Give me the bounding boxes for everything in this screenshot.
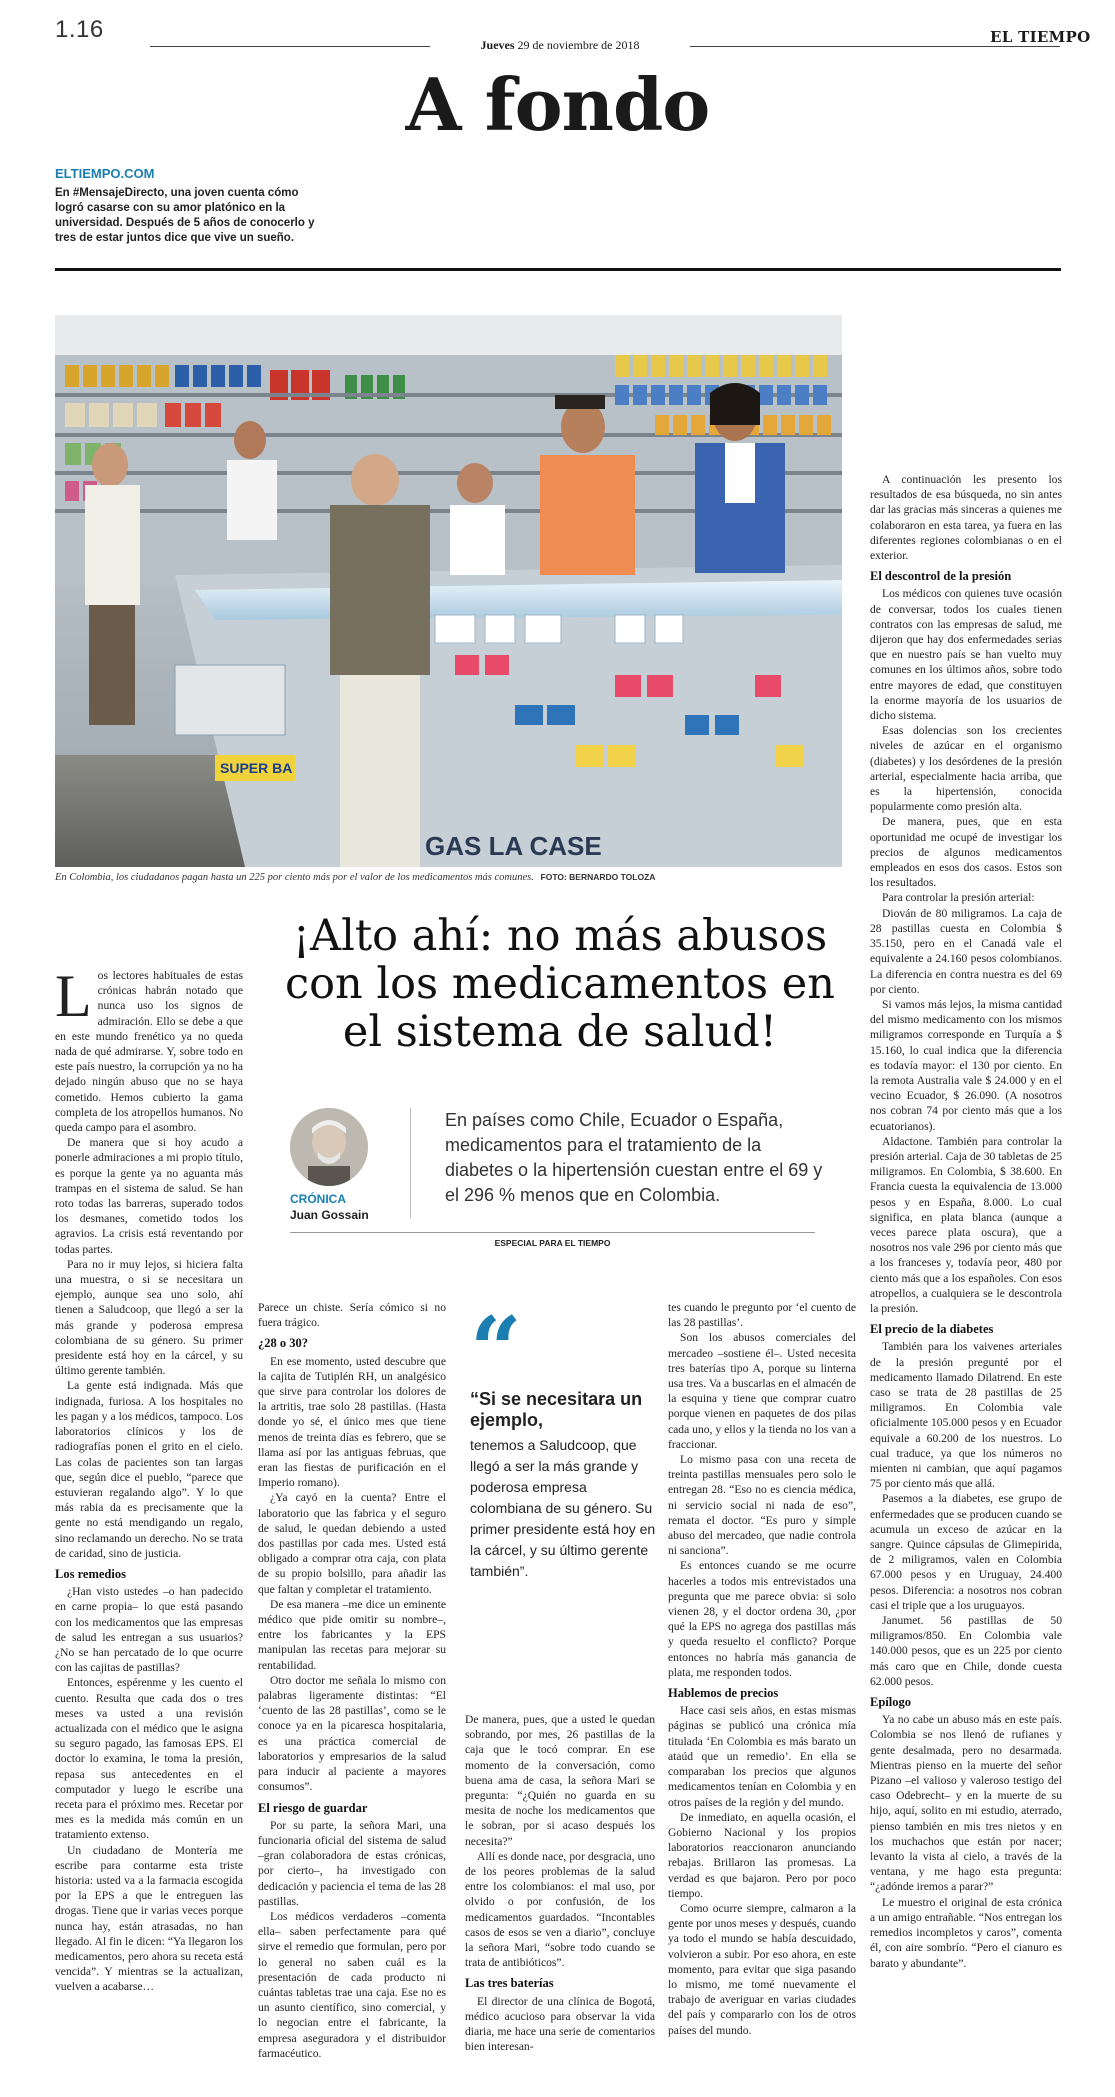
col5-p3: Esas dolencias son los crecientes niveles de azúcar en el organismo (diabetes) y los desórdenes de la presión arterial, especialmente hacia arriba, que es la hipertensión, conocida popularmente como presión alta.	[870, 724, 1062, 814]
col1-p5: ¿Han visto ustedes –o han padecido en carne propia– lo que está pasando con los medicamentos que las empresas de salud les entregan a sus usuarios? ¿No se han percatado de lo que ocurre con las cajitas de pastillas?	[55, 1585, 243, 1675]
subhead-presion: El descontrol de la presión	[870, 569, 1012, 584]
col5-p11: Janumet. 56 pastillas de 50 miligramos/850. En Colombia vale 140.000 pesos, que es un 225 por ciento más caro que en Chile, donde cuesta 62.000 pesos.	[870, 1614, 1062, 1688]
col5-p7: Si vamos más lejos, la misma cantidad del mismo medicamento con los mismos miligramos corresponde en Turquía a $ 15.160, lo cual indica que la diferencia es todavía mayor: el 130 por ciento. En la remota Australia vale $ 24.000 y en el vecino Ecuador, $ 26.090. (A nosotros nos cobran 74 por ciento más que a los ecuatorianos).	[870, 997, 1062, 1133]
col5-p13: Le muestro el original de esta crónica a un amigo entrañable. “Nos entregan los remedios incompletos y caros”, comenta él, con aire sombrío. “Pero el cianuro es barato y abundante”.	[870, 1895, 1062, 1970]
promo-rule	[55, 268, 1061, 271]
col5-p6: Diován de 80 miligramos. La caja de 28 pastillas cuesta en Colombia $ 35.150, pero en el Canadá vale el equivalente a 24.160 pesos colombianos. La diferencia en contra nuestra es del 69 por ciento.	[870, 906, 1062, 996]
col4-p6: De inmediato, en aquella ocasión, el Gobierno Nacional y los propios laboratorios reaccionaron anunciando rebajas. Brillaron las promesas. La verdad es que bajaron. Pero por poco tiempo.	[668, 1810, 856, 1900]
special-credit: ESPECIAL PARA EL TIEMPO	[494, 1238, 611, 1248]
header-date	[420, 38, 700, 53]
counter	[175, 565, 842, 867]
col5-p4: De manera, pues, que en esta oportunidad me ocupé de investigar los precios de algunos medicamentos empleados en esos dos casos. Estos son los resultados.	[870, 815, 1062, 890]
headline: ¡Alto ahí: no más abusos con los medicamentos en el sistema de salud!	[285, 911, 835, 1057]
subhead-baterias: Las tres baterías	[465, 1976, 554, 1991]
col5-p5: Para controlar la presión arterial:	[882, 891, 1035, 905]
subhead-precios: Hablemos de precios	[668, 1686, 779, 1701]
photo-caption	[55, 872, 855, 883]
col1-p6: Entonces, espérenme y les cuento el cuento. Resulta que cada dos o tres meses va usted a una revisión actualizada con el médico que le asigna su seguro pagado, las famosas EPS. El doctor lo examina, le toma la presión, repasa sus antecedentes en el computador y luego le escribe una receta para el próximo mes. Recetar por mes es la medida más común en un tratamiento extenso.	[55, 1676, 243, 1842]
column-2	[258, 1300, 446, 2061]
column-3	[465, 1712, 655, 2054]
column-5	[870, 472, 1062, 1971]
col4-p7: Como ocurre siempre, calmaron a la gente por unos meses y después, cuando ya todo el mundo se había descuidado, volvieron a subir. Por eso ahora, en este momento, para evitar que siga pasando lo mismo, me tomé nuevamente el trabajo de averiguar en varias ciudades del país y compararlo con los de otros países del mundo.	[668, 1901, 856, 2037]
col4-p4: Es entonces cuando se me ocurre hacerles a todos mis entrevistados una pregunta que me parece obvia: si solo vienen 28, y el doctor ordena 30, ¿por qué la EPS no agrega dos pastillas más y queda resuelto el conflicto? Porque entonces no habría más ganancia de plata, me responden todos.	[668, 1559, 856, 1679]
col1-p7: Un ciudadano de Montería me escribe para contarme esta triste historia: usted va a la farmacia escogida por la EPS a que le entreguen las drogas. Tiene que ir varias veces porque nunca hay, están atrasadas, no han llegado. Al fin le dicen: “Ya llegaron los medicamentos, pero ahora su receta está vencida”. Y mientras se la actualizan, vuelven a acabarse…	[55, 1843, 243, 1994]
subhead-riesgo: El riesgo de guardar	[258, 1800, 368, 1815]
date-day: Jueves	[480, 38, 515, 52]
col1-p4: La gente está indignada. Más que indignada, furiosa. A los hospitales no les pagan y a los médicos, tampoco. Los laboratorios clínicos y los de radiografías ponen el grito en el cielo. Las colas de pacientes son tan largas que, según dice el pueblo, “parece que estuvieran regalando algo”. Y lo que más rabia da es precisamente que la gente no está mendigando un regalo, sino reclamando un derecho. No se trata de caridad, sino de justicia.	[55, 1379, 243, 1560]
deck-rule	[290, 1232, 815, 1233]
col5-p9: También para los vaivenes arteriales de la presión pregunté por el medicamento llamado Dilatrend. En este caso se trata de 28 pastillas de 25 miligramos. En Colombia vale oficialmente 105.000 pesos y en Ecuador equivale a 60.200 de los nuestros. Lo cual traduce, ya que los números no mienten ni cambian, que aquí pagamos 75 por ciento más que allá.	[870, 1340, 1062, 1491]
col2-p4: De esa manera –me dice un eminente médico que pide omitir su nombre–, entre los fabricantes y la EPS manipulan las recetas para mejorar su rentabilidad.	[258, 1597, 446, 1672]
col1-p3: Para no ir muy lejos, si hiciera falta una muestra, o si se necesitara un ejemplo, aunque sea uno solo, ahí tienen a Saludcoop, que llegó a ser la más grande y poderosa empresa colombiana de su género. Su primer presidente está hoy en la cárcel, y su último gerente también.	[55, 1257, 243, 1378]
pullquote-rest: tenemos a Saludcoop, que llegó a ser la más grande y poderosa empresa colombiana de su género. Su primer presidente está hoy en la cárcel, y su último gerente también”.	[470, 1437, 656, 1579]
col2-p3: ¿Ya cayó en la cuenta? Entre el laboratorio que las fabrica y el seguro de salud, le quedan debiendo a usted dos pastillas por cada mes. Usted está obligado a comprar otra caja, con plata de su propio bolsillo, para añadir las que faltan y completar el tratamiento.	[258, 1491, 446, 1596]
col3-p3: El director de una clínica de Bogotá, médico acucioso para observar la vida diaria, me hace una serie de comentarios bien interesan-	[465, 1994, 655, 2054]
sign-super: SUPER BA	[220, 760, 293, 776]
column-1	[55, 963, 243, 1995]
quote-mark-icon: “	[470, 1297, 522, 1403]
col5-p12: Ya no cabe un abuso más en este país. Colombia se nos llenó de rufianes y gente desalmada, pero no desarmada. Mientras pienso en la muerte del señor Pizano –el valioso y valeroso testigo del caso Odebrecht– y en la muerte de su hijo, aquí, solito en mi estudio, aterrado, pienso también en mis tres nietos y en los muchachos que están por nacer; levanto la vista al cielo, a través de la ventana, y me hago esta pregunta: “¿adónde iremos a parar?”	[870, 1713, 1062, 1894]
subhead-28-o-30: ¿28 o 30?	[258, 1336, 308, 1351]
pullquote	[470, 1297, 660, 1582]
byline-section: CRÓNICA	[290, 1192, 346, 1206]
dropcap: L	[55, 963, 92, 1029]
author-photo	[290, 1108, 368, 1186]
photo-credit: FOTO: BERNARDO TOLOZA	[540, 872, 656, 882]
promo-text: En #MensajeDirecto, una joven cuenta cómo logró casarse con su amor platónico en la universidad. Después de 5 años de conocerlo y tres de estar juntos dice que vive un sueño.	[55, 187, 315, 244]
promo-site[interactable]: ELTIEMPO.COM	[55, 166, 155, 181]
col4-p3: Lo mismo pasa con una receta de treinta pastillas mensuales pero solo le entregan 28. “Eso no es ciencia médica, ni servicio social ni nada de eso”, remata el doctor. “Es puro y simple abuso del mercadeo, que nadie controla ni sanciona”.	[668, 1453, 856, 1558]
col2-p6: Por su parte, la señora Mari, una funcionaria oficial del sistema de salud –gran colaboradora de estas crónicas, por cierto–, ha investigado con dedicación y paciencia el tema de las 28 pastillas.	[258, 1818, 446, 1908]
column-4	[668, 1300, 856, 2038]
col5-p2: Los médicos con quienes tuve ocasión de conversar, todos los cuales tienen contratos con las empresas de salud, me dijeron que hay dos enfermedades serias que en nuestro país se han vuelto muy comunes en los últimos años, sobre todo entre mayores de edad, que constituyen la enorme mayoría de los usuarios de dicho sistema.	[870, 587, 1062, 723]
subhead-remedios: Los remedios	[55, 1566, 126, 1581]
col3-p1: De manera, pues, que a usted le quedan sobrando, por mes, 26 pastillas de la caja que le tocó comprar. En ese momento de la conversación, como buena ama de casa, la señora Mari se pregunta: “¿Quién no guarda en su mesita de noche los medicamentos que le sobran, por si acaso después los necesita?”	[465, 1713, 655, 1848]
byline-author: Juan Gossain	[290, 1208, 369, 1222]
col1-p2: De manera que si hoy acudo a ponerle admiraciones a mi propio título, es porque la gente ya no aguanta más trampas en el sistema de salud. Se han roto todas las barreras, superado todos los desmanes, cometido todos los agravios. La crisis está reventando por todas partes.	[55, 1136, 243, 1256]
date-rest: 29 de noviembre de 2018	[517, 38, 640, 52]
page-number	[55, 16, 104, 44]
subhead-epilogo: Epílogo	[870, 1695, 911, 1710]
author-portrait	[290, 1108, 368, 1186]
col4-p1: tes cuando le pregunto por ‘el cuento de las 28 pastillas’.	[668, 1301, 856, 1330]
col1-p1: os lectores habituales de estas crónicas habrán notado que nunca uso los signos de admiración. Ello se debe a que en este mundo frenético ya no queda nada de qué admirarse. Y, sobre todo en este país nuestro, la corrupción ya no ha dejado ningún abuso que no se haya cometido. Hemos cubierto la gama completa de los atropellos humanos. No queda campo para el asombro.	[55, 969, 243, 1135]
col5-p1: A continuación les presento los resultados de esa búsqueda, no sin antes dar las gracias más sinceras a quienes me colaboraron en esta tarea, ya fuera en las diferentes regiones colombianas o en el exterior.	[870, 473, 1062, 563]
col5-p8: Aldactone. También para controlar la presión arterial. Caja de 30 tabletas de 25 miligramos. En Colombia, $ 38.600. En Francia cuesta la equivalencia de 13.000 pesos y en España, 8.000. Lo cual significa, en plata blanca (aunque a veces parece plata oscura), que a nosotros nos vale 296 por ciento más que a los franceses y, todavía peor, 480 por ciento más que a los españoles. Con esos atropellos, a cualquiera se le descontrola la presión.	[870, 1134, 1062, 1315]
subhead-diabetes: El precio de la diabetes	[870, 1322, 994, 1337]
masthead: EL TIEMPO	[990, 28, 1091, 46]
pullquote-lead: “Si se necesitara un ejemplo,	[470, 1389, 643, 1430]
header-rule-left	[150, 46, 430, 47]
pharmacy-photo	[55, 315, 842, 867]
sign-gas: GAS LA CASE	[425, 831, 602, 861]
deck: En países como Chile, Ecuador o España, medicamentos para el tratamiento de la diabetes o la hipertensión cuestan entre el 69 y el 296 % menos que en Colombia.	[445, 1110, 823, 1205]
col2-p5: Otro doctor me señala lo mismo con palabras ligeramente distintas: “El ‘cuento de las 28 pastillas’, como se le conoce ya en la picaresca hospitalaria, es una práctica comercial de laboratorios y empresarios de la salud para inducir al paciente a mayores consumos”.	[258, 1673, 446, 1794]
col4-p5: Hace casi seis años, en estas mismas páginas se publicó una crónica mía titulada ‘En Colombia es más barato un ataúd que un remedio’. En ella se comparaban los precios que algunos medicamentos tenían en Colombia y en otros países de la región y del mundo.	[668, 1704, 856, 1809]
section-title: A fondo	[405, 62, 710, 147]
col3-p2: Allí es donde nace, por desgracia, uno de los peores problemas de la salud entre los colombianos: el mal uso, por olvido o por confusión, de los medicamentos guardados. “Incontables casos de esos se ven a diario”, concluye la señora Mari, “sobre todo cuando se trata de antibióticos”.	[465, 1849, 655, 1970]
header-rule-right	[690, 46, 990, 47]
byline-divider	[410, 1108, 411, 1218]
page-number-text: 1.16	[55, 16, 104, 43]
col5-p10: Pasemos a la diabetes, ese grupo de enfermedades que se producen cuando se acumula un exceso de azúcar en la sangre. Quince cápsulas de Glimepirida, de 2 miligramos, valen en Colombia 67.000 pesos y en Uruguay, 24.400 pesos. Diferencia: a nosotros nos cobran casi el triple que a los uruguayos.	[870, 1492, 1062, 1612]
col2-p7: Los médicos verdaderos –comenta ella– saben perfectamente para qué sirve el remedio que formulan, pero por lo general no saben cuál es la presentación de cada producto ni cuántas tabletas trae una caja. Ese no es un asunto científico, sino comercial, y lo negocian entre el fabricante, la empresa aseguradora y el distribuidor farmacéutico.	[258, 1909, 446, 2060]
masthead-rule	[990, 46, 1060, 47]
caption-text: En Colombia, los ciudadanos pagan hasta un 225 por ciento más por el valor de los medicamentos más comunes.	[55, 872, 534, 883]
col2-p2: En ese momento, usted descubre que la cajita de Tutiplén RH, un analgésico que sirve para controlar los dolores de la artritis, trae solo 28 pastillas. (Hasta donde yo sé, el único mes que tiene menos de treinta días es febrero, que se llama así por las antiguas februas, que eran las fiestas de purificación en el Imperio romano).	[258, 1354, 446, 1490]
pharmacy-scene	[55, 315, 842, 867]
col4-p2: Son los abusos comerciales del mercadeo –sostiene él–. Usted necesita tres baterías tipo A, porque su linterna usa tres. Va a buscarlas en el almacén de la esquina y tiene que comprar cuatro porque vienen en paquetes de dos pilas cada uno, y ellos y la tienda no los van a fraccionar.	[668, 1331, 856, 1451]
col2-p1: Parece un chiste. Sería cómico si no fuera trágico.	[258, 1301, 446, 1330]
